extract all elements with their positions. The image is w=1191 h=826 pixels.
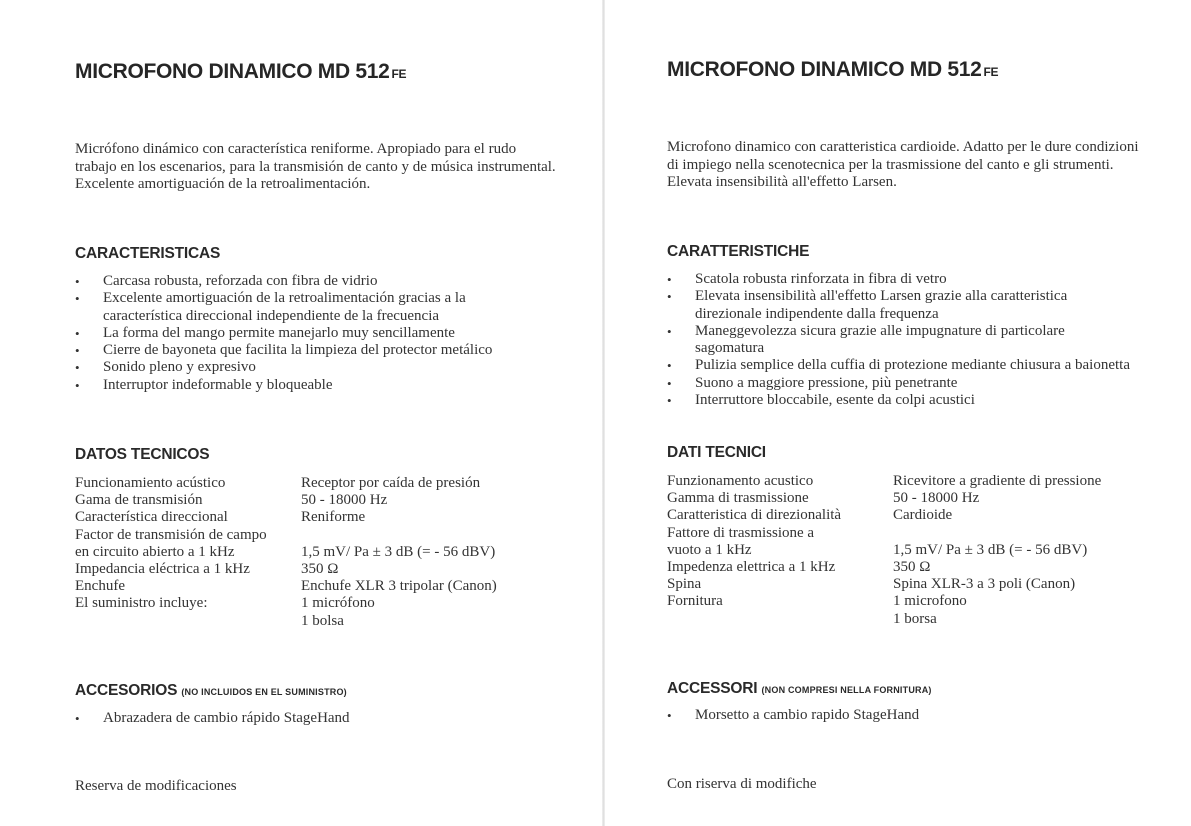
spec-row (75, 561, 497, 578)
list-item: • Morsetto a cambio rapido StageHand (667, 707, 1137, 724)
spec-row (667, 542, 1101, 559)
specs-heading: DATOS TECNICOS (75, 446, 210, 463)
spec-label: Enchufe (75, 578, 125, 595)
spec-value: Receptor por caída de presión (301, 475, 481, 491)
list-item: • Excelente amortiguación de la retroalimentación gracias a la característica direccional independiente de la frecuencia (75, 290, 545, 325)
spec-label: Funcionamiento acústico (75, 475, 226, 491)
spec-row (667, 473, 1101, 490)
spec-value: 50 - 18000 Hz (301, 492, 388, 509)
spec-row (75, 613, 497, 630)
intro-paragraph: Microfono dinamico con caratteristica cardioide. Adatto per le dure condizioni di impiego nella scenotecnica per la trasmissione del canto e gli strumenti. Elevata insensibilità all'effetto Larsen. (667, 139, 1139, 190)
spec-label (75, 613, 301, 630)
features-list (75, 273, 545, 394)
spec-value: 350 Ω (893, 559, 931, 576)
accessories-heading-text: ACCESORIOS (75, 682, 178, 699)
spec-label: Gamma di trasmissione (667, 490, 809, 507)
accessories-subheading: (NO INCLUIDOS EN EL SUMINISTRO) (181, 687, 347, 697)
list-item: • Suono a maggiore pressione, più penetrante (667, 375, 1137, 392)
spec-value: Reniforme (301, 509, 366, 526)
spec-label: Característica direccional (75, 509, 228, 526)
list-item: • Elevata insensibilità all'effetto Larsen grazie alla caratteristica direzionale indipendente dalla frequenza (667, 288, 1137, 323)
spec-value: 1 microfono (893, 593, 967, 610)
spec-row (75, 475, 497, 492)
title-suffix: FE (983, 65, 999, 79)
list-item: • La forma del mango permite manejarlo muy sencillamente (75, 325, 545, 342)
spec-value: 1,5 mV/ Pa ± 3 dB (= - 56 dBV) (893, 541, 1088, 558)
spec-row (667, 576, 1101, 593)
spec-row (667, 593, 1101, 610)
spec-value: 1 borsa (893, 610, 937, 627)
spec-row (75, 578, 497, 595)
spec-label: El suministro incluye: (75, 595, 208, 612)
page-title (75, 60, 406, 84)
page-italian (608, 0, 1191, 826)
spec-value: Cardioide (893, 507, 953, 524)
spec-value: 1 micrófono (301, 595, 375, 612)
spec-label: Factor de transmisión de campo (75, 526, 267, 543)
spec-row (667, 611, 1101, 628)
spec-label: Caratteristica di direzionalità (667, 507, 842, 524)
specs-table (667, 473, 1101, 628)
footer-note: Con riserva di modifiche (667, 776, 817, 792)
spec-value: Ricevitore a gradiente di pressione (893, 473, 1102, 489)
features-list (667, 271, 1137, 409)
spec-label: vuoto a 1 kHz (667, 541, 752, 558)
list-item: • Abrazadera de cambio rápido StageHand (75, 710, 545, 727)
page-fold-divider (602, 0, 605, 826)
title-text: MICROFONO DINAMICO MD 512 (75, 60, 390, 83)
list-item: • Maneggevolezza sicura grazie alle impugnature di particolare sagomatura (667, 323, 1137, 358)
spec-label: Impedenza elettrica a 1 kHz (667, 559, 836, 576)
spec-label: Fattore di trasmissione a (667, 524, 815, 541)
intro-paragraph: Micrófono dinámico con característica reniforme. Apropiado para el rudo trabajo en los escenarios, para la transmisión de canto y de música instrumental. Excelente amortiguación de la retroalimentación. (75, 141, 556, 192)
title-text: MICROFONO DINAMICO MD 512 (667, 58, 982, 81)
accessories-subheading: (NON COMPRESI NELLA FORNITURA) (761, 685, 932, 695)
specs-table (75, 475, 497, 630)
list-item: • Cierre de bayoneta que facilita la limpieza del protector metálico (75, 342, 545, 359)
list-item: • Interruptor indeformable y bloqueable (75, 377, 545, 394)
spec-row (75, 544, 497, 561)
spec-value: 350 Ω (301, 561, 339, 578)
spec-label: en circuito abierto a 1 kHz (75, 543, 235, 560)
spec-label: Fornitura (667, 593, 723, 610)
specs-heading: DATI TECNICI (667, 444, 766, 461)
features-heading: CARATTERISTICHE (667, 243, 810, 260)
features-heading: CARACTERISTICAS (75, 245, 221, 262)
accessories-heading (667, 680, 932, 698)
footer-note: Reserva de modificaciones (75, 778, 237, 794)
spec-label: Impedancia eléctrica a 1 kHz (75, 561, 250, 578)
spec-label: Funzionamento acustico (667, 473, 814, 489)
list-item: • Scatola robusta rinforzata in fibra di vetro (667, 271, 1137, 288)
accessories-heading-text: ACCESSORI (667, 680, 758, 697)
spec-value: Enchufe XLR 3 tripolar (Canon) (301, 578, 497, 595)
spec-row (75, 509, 497, 526)
spec-row (75, 595, 497, 612)
spec-label: Spina (667, 576, 702, 593)
spec-row (75, 492, 497, 509)
accessories-heading (75, 682, 347, 700)
accessories-list (75, 710, 545, 727)
spec-label (667, 611, 893, 628)
list-item: • Sonido pleno y expresivo (75, 359, 545, 376)
title-suffix: FE (391, 67, 407, 81)
list-item: • Carcasa robusta, reforzada con fibra de vidrio (75, 273, 545, 290)
spec-row (667, 525, 1101, 542)
spec-row (667, 507, 1101, 524)
spec-value: Spina XLR-3 a 3 poli (Canon) (893, 576, 1076, 593)
list-item: • Pulizia semplice della cuffia di protezione mediante chiusura a baionetta (667, 357, 1137, 374)
spec-value: 1,5 mV/ Pa ± 3 dB (= - 56 dBV) (301, 543, 496, 560)
spec-row (667, 490, 1101, 507)
accessories-list (667, 707, 1137, 724)
list-item: • Interruttore bloccabile, esente da colpi acustici (667, 392, 1137, 409)
spec-label: Gama de transmisión (75, 492, 203, 509)
spec-row (667, 559, 1101, 576)
page-title (667, 58, 998, 82)
spec-row (75, 527, 497, 544)
spec-value: 1 bolsa (301, 612, 344, 629)
spec-value: 50 - 18000 Hz (893, 490, 980, 507)
